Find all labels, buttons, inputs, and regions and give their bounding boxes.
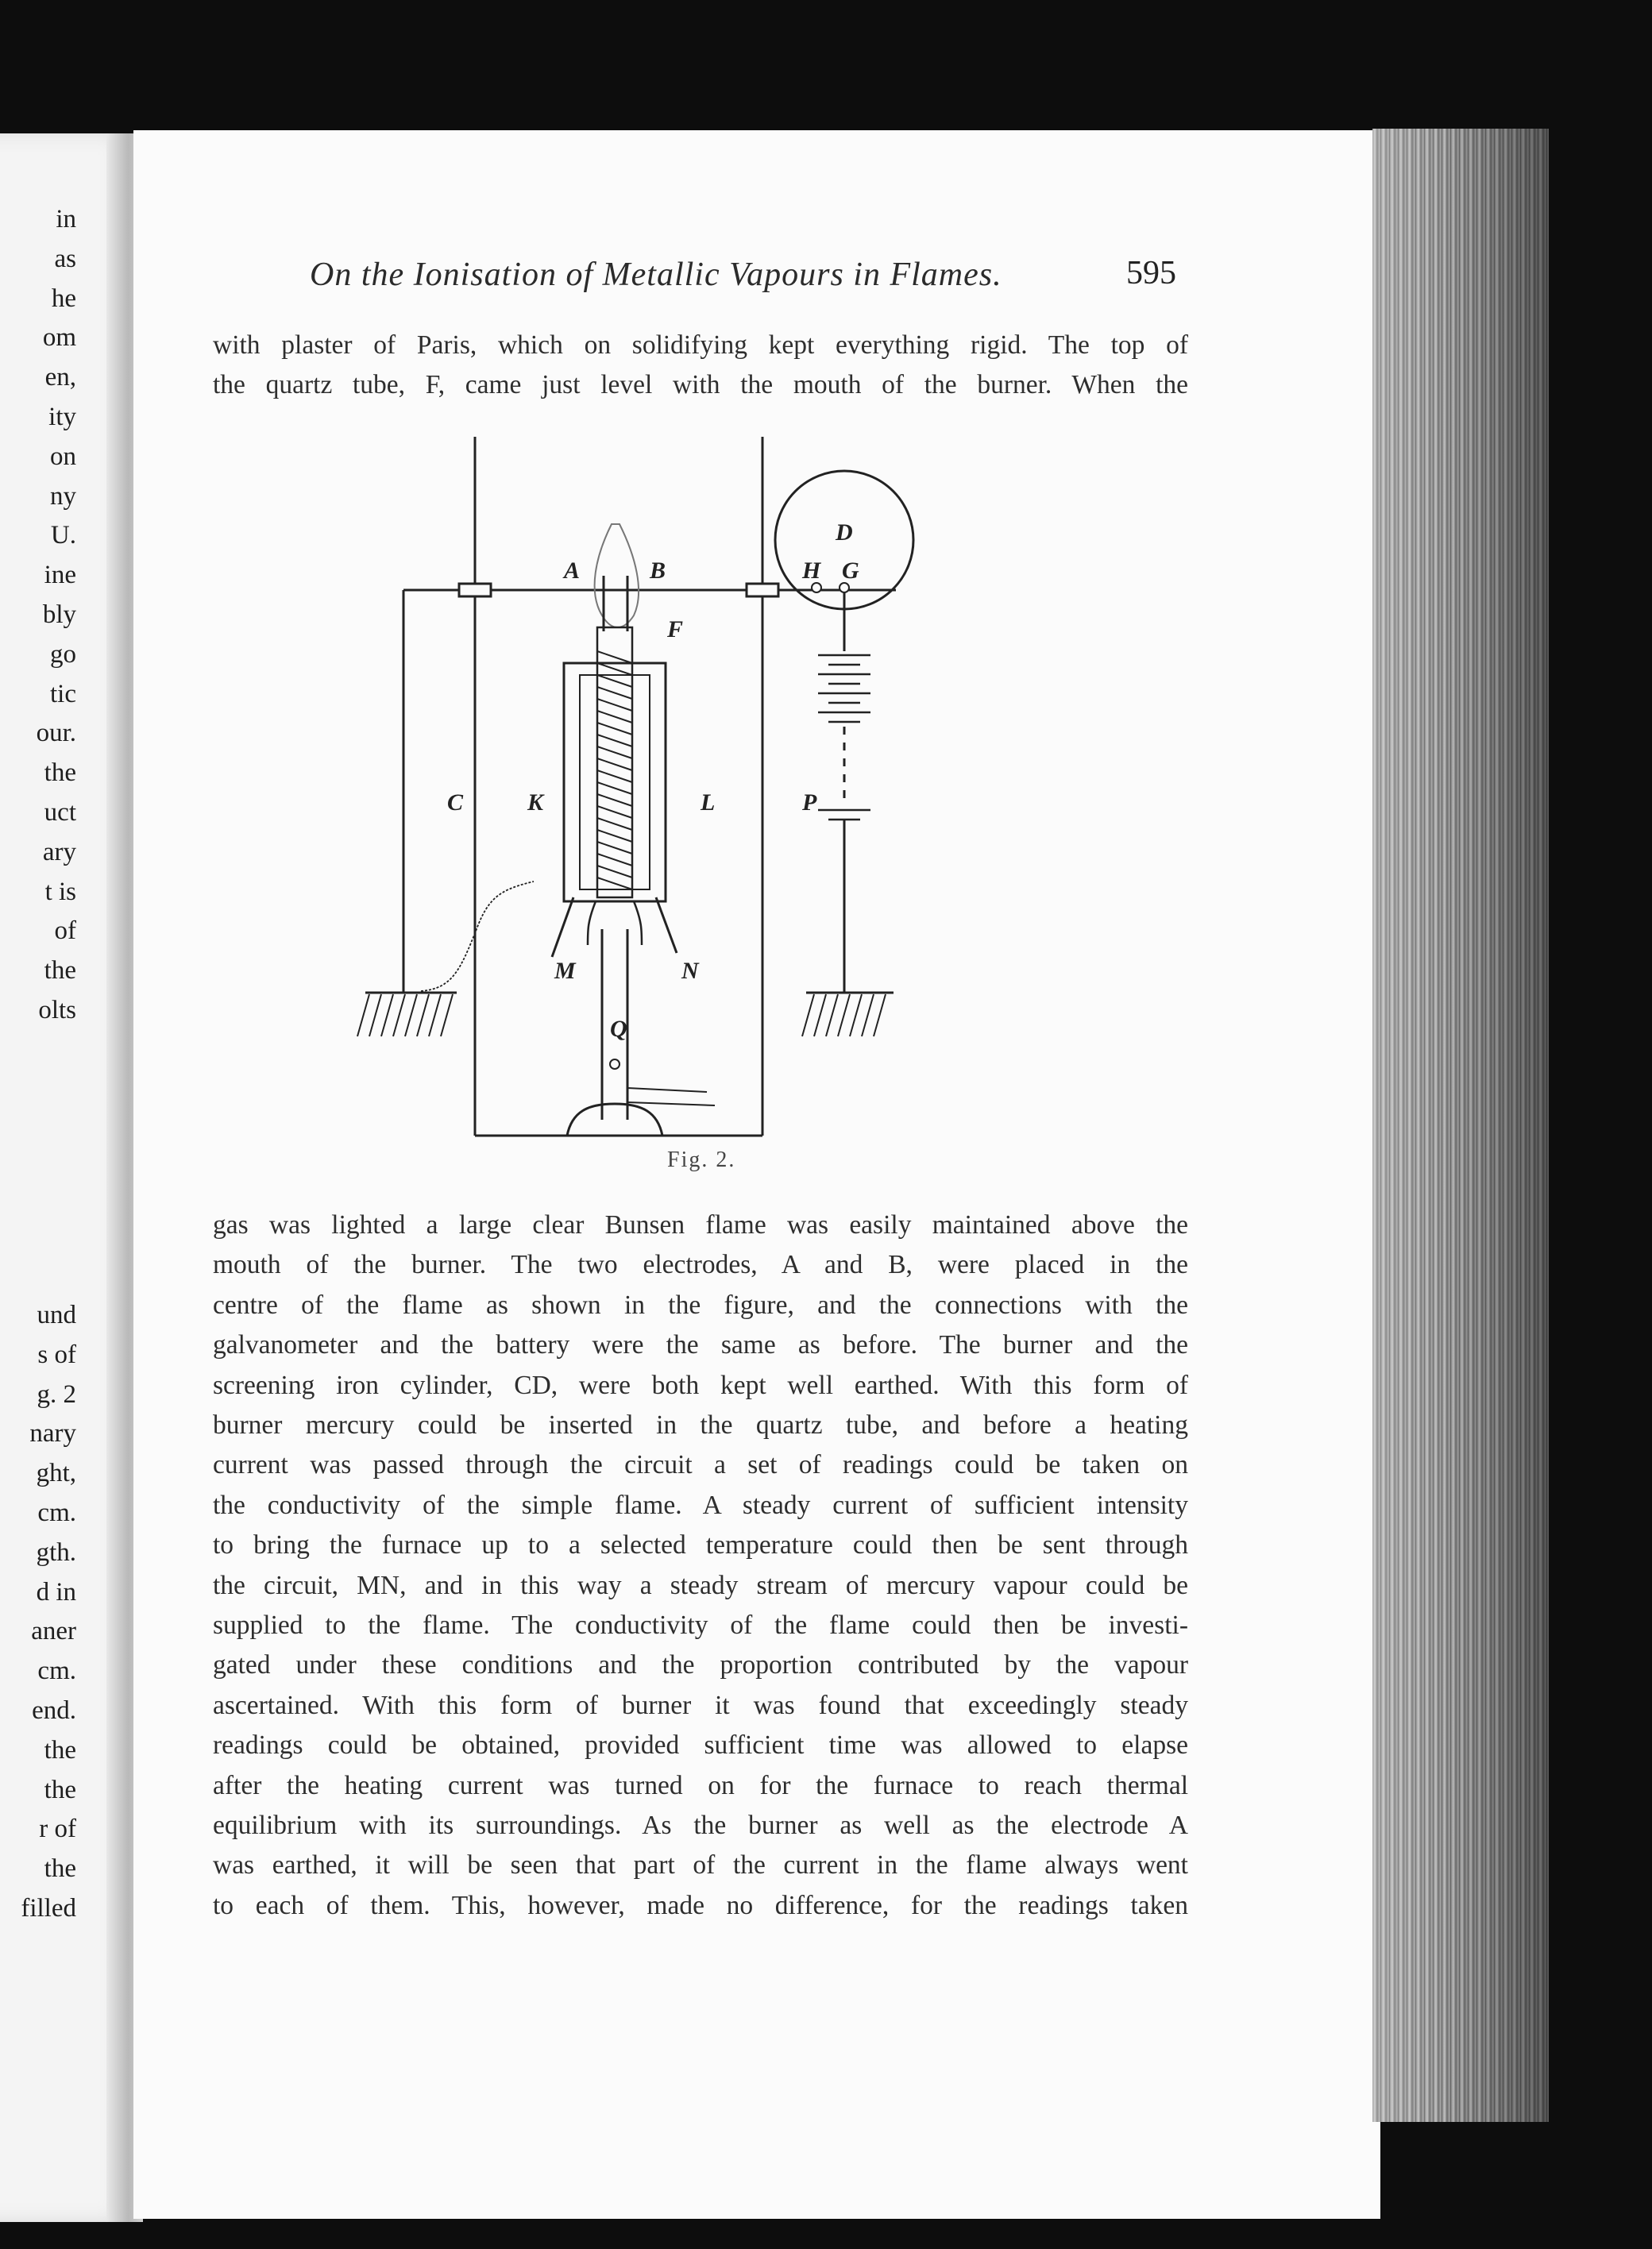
heating-coil — [597, 651, 632, 889]
left-page-line-fragment: bly — [42, 600, 76, 629]
left-page-line-fragment: d in — [36, 1577, 76, 1607]
left-page-line-fragment: filled — [21, 1894, 76, 1923]
left-page-line-fragment: the — [44, 758, 76, 788]
left-page-line-fragment: ine — [44, 561, 76, 590]
terminal-H — [812, 583, 821, 592]
label-C: C — [447, 789, 464, 816]
left-page-line-fragment: our. — [36, 719, 76, 748]
label-N: N — [681, 958, 699, 984]
body-line: to each of them. This, however, made no difference, for the readings taken — [213, 1890, 1188, 1920]
label-D: D — [836, 519, 853, 546]
left-page-line-fragment: cm. — [37, 1657, 76, 1686]
left-page-line-fragment: und — [37, 1301, 76, 1329]
label-H: H — [802, 557, 821, 584]
left-page-line-fragment: ght, — [36, 1459, 76, 1488]
running-title: On the Ionisation of Metallic Vapours in Flames. — [310, 257, 1002, 293]
label-L: L — [701, 789, 716, 816]
left-page-line-fragment: en, — [44, 363, 76, 392]
body-line: with plaster of Paris, which on solidifying kept everything rigid. The top of — [213, 330, 1188, 360]
insulator-left — [459, 584, 491, 596]
body-line: supplied to the flame. The conductivity of the flame could then be investi- — [213, 1611, 1188, 1640]
left-page-line-fragment: ity — [48, 403, 76, 431]
left-page-line-fragment: aner — [31, 1617, 76, 1646]
body-line: after the heating current was turned on for the furnace to reach thermal — [213, 1770, 1188, 1800]
left-page-line-fragment: in — [56, 205, 76, 233]
gas-pipe-2 — [627, 1102, 715, 1105]
left-page-line-fragment: t is — [44, 877, 76, 906]
earth-hatch-left — [357, 994, 453, 1036]
left-page-line-fragment: gth. — [36, 1537, 76, 1567]
burner-base — [567, 1104, 662, 1136]
left-page-line-fragment: tic — [50, 679, 76, 708]
left-page-line-fragment: ny — [50, 481, 76, 511]
left-page-line-fragment: ary — [42, 837, 76, 866]
left-page-line-fragment: olts — [38, 996, 76, 1024]
earth-hatch-right — [802, 994, 886, 1036]
left-page-line-fragment: end. — [32, 1696, 76, 1725]
furnace-inner — [580, 675, 650, 889]
body-line: to bring the furnace up to a selected temperature could then be sent through — [213, 1530, 1188, 1560]
apparatus-svg — [349, 421, 1064, 1152]
left-page-line-fragment: the — [44, 1854, 76, 1884]
gas-inlet-hole — [610, 1059, 620, 1069]
lead-N — [656, 897, 677, 953]
body-line: ascertained. With this form of burner it was found that exceedingly steady — [213, 1690, 1188, 1720]
body-line: burner mercury could be inserted in the quartz tube, and before a heating — [213, 1410, 1188, 1440]
label-P: P — [802, 789, 817, 816]
label-M: M — [554, 958, 576, 984]
label-A: A — [564, 557, 581, 584]
left-page-line-fragment: nary — [29, 1419, 76, 1449]
body-line: the circuit, MN, and in this way a steady stream of mercury vapour could be — [213, 1570, 1188, 1600]
body-line: the conductivity of the simple flame. A steady current of sufficient intensity — [213, 1490, 1188, 1520]
left-page-line-fragment: go — [50, 639, 76, 669]
left-page-line-fragment: U. — [50, 521, 76, 550]
left-page-line-fragment: om — [42, 323, 76, 353]
body-line: readings could be obtained, provided sufficient time was allowed to elapse — [213, 1730, 1188, 1761]
left-page-line-fragment: on — [50, 442, 76, 471]
body-line: galvanometer and the battery were the same as before. The burner and the — [213, 1330, 1188, 1360]
lead-M — [552, 897, 573, 957]
left-page-line-fragment: he — [51, 284, 76, 313]
page-number: 595 — [1126, 255, 1176, 291]
left-page-line-fragment: g. 2 — [37, 1379, 76, 1409]
left-page-line-fragment: the — [44, 956, 76, 986]
body-line: screening iron cylinder, CD, were both kept well earthed. With this form of — [213, 1370, 1188, 1400]
left-page-line-fragment: the — [44, 1775, 76, 1804]
insulator-right — [747, 584, 778, 596]
burner-neck — [588, 901, 642, 945]
label-Q: Q — [610, 1016, 627, 1042]
book-edge-shading — [1372, 129, 1549, 2122]
body-line: gated under these conditions and the proportion contributed by the vapour — [213, 1650, 1188, 1680]
body-line: mouth of the burner. The two electrodes, A and B, were placed in the — [213, 1250, 1188, 1280]
body-line: equilibrium with its surroundings. As the burner as well as the electrode A — [213, 1811, 1188, 1840]
figure-apparatus-diagram — [349, 421, 1064, 1152]
left-page-line-fragment: the — [44, 1735, 76, 1765]
gas-pipe-1 — [627, 1088, 707, 1092]
label-K: K — [527, 789, 544, 816]
body-line: was earthed, it will be seen that part of the current in the flame always went — [213, 1850, 1188, 1881]
body-line: gas was lighted a large clear Bunsen flame was easily maintained above the — [213, 1210, 1188, 1240]
label-F: F — [667, 616, 684, 642]
label-G: G — [842, 557, 859, 584]
left-page-line-fragment: of — [54, 916, 76, 946]
mercury-lead-wire — [421, 881, 534, 991]
body-line: centre of the flame as shown in the figure, and the connections with the — [213, 1290, 1188, 1320]
left-page-line-fragment: uct — [44, 798, 76, 827]
left-page-line-fragment: s of — [37, 1340, 76, 1369]
left-page-line-fragment: r of — [39, 1815, 76, 1844]
label-B: B — [650, 557, 666, 584]
terminal-G — [840, 583, 849, 592]
quartz-tube — [597, 627, 632, 897]
body-line: current was passed through the circuit a set of readings could be taken on — [213, 1450, 1188, 1480]
body-line: the quartz tube, F, came just level with the mouth of the burner. When the — [213, 370, 1188, 399]
figure-caption: Fig. 2. — [667, 1148, 736, 1172]
left-page-line-fragment: as — [54, 244, 76, 273]
left-page-line-fragment: cm. — [37, 1499, 76, 1527]
flame-outline — [595, 524, 639, 627]
battery-cells — [818, 655, 870, 722]
